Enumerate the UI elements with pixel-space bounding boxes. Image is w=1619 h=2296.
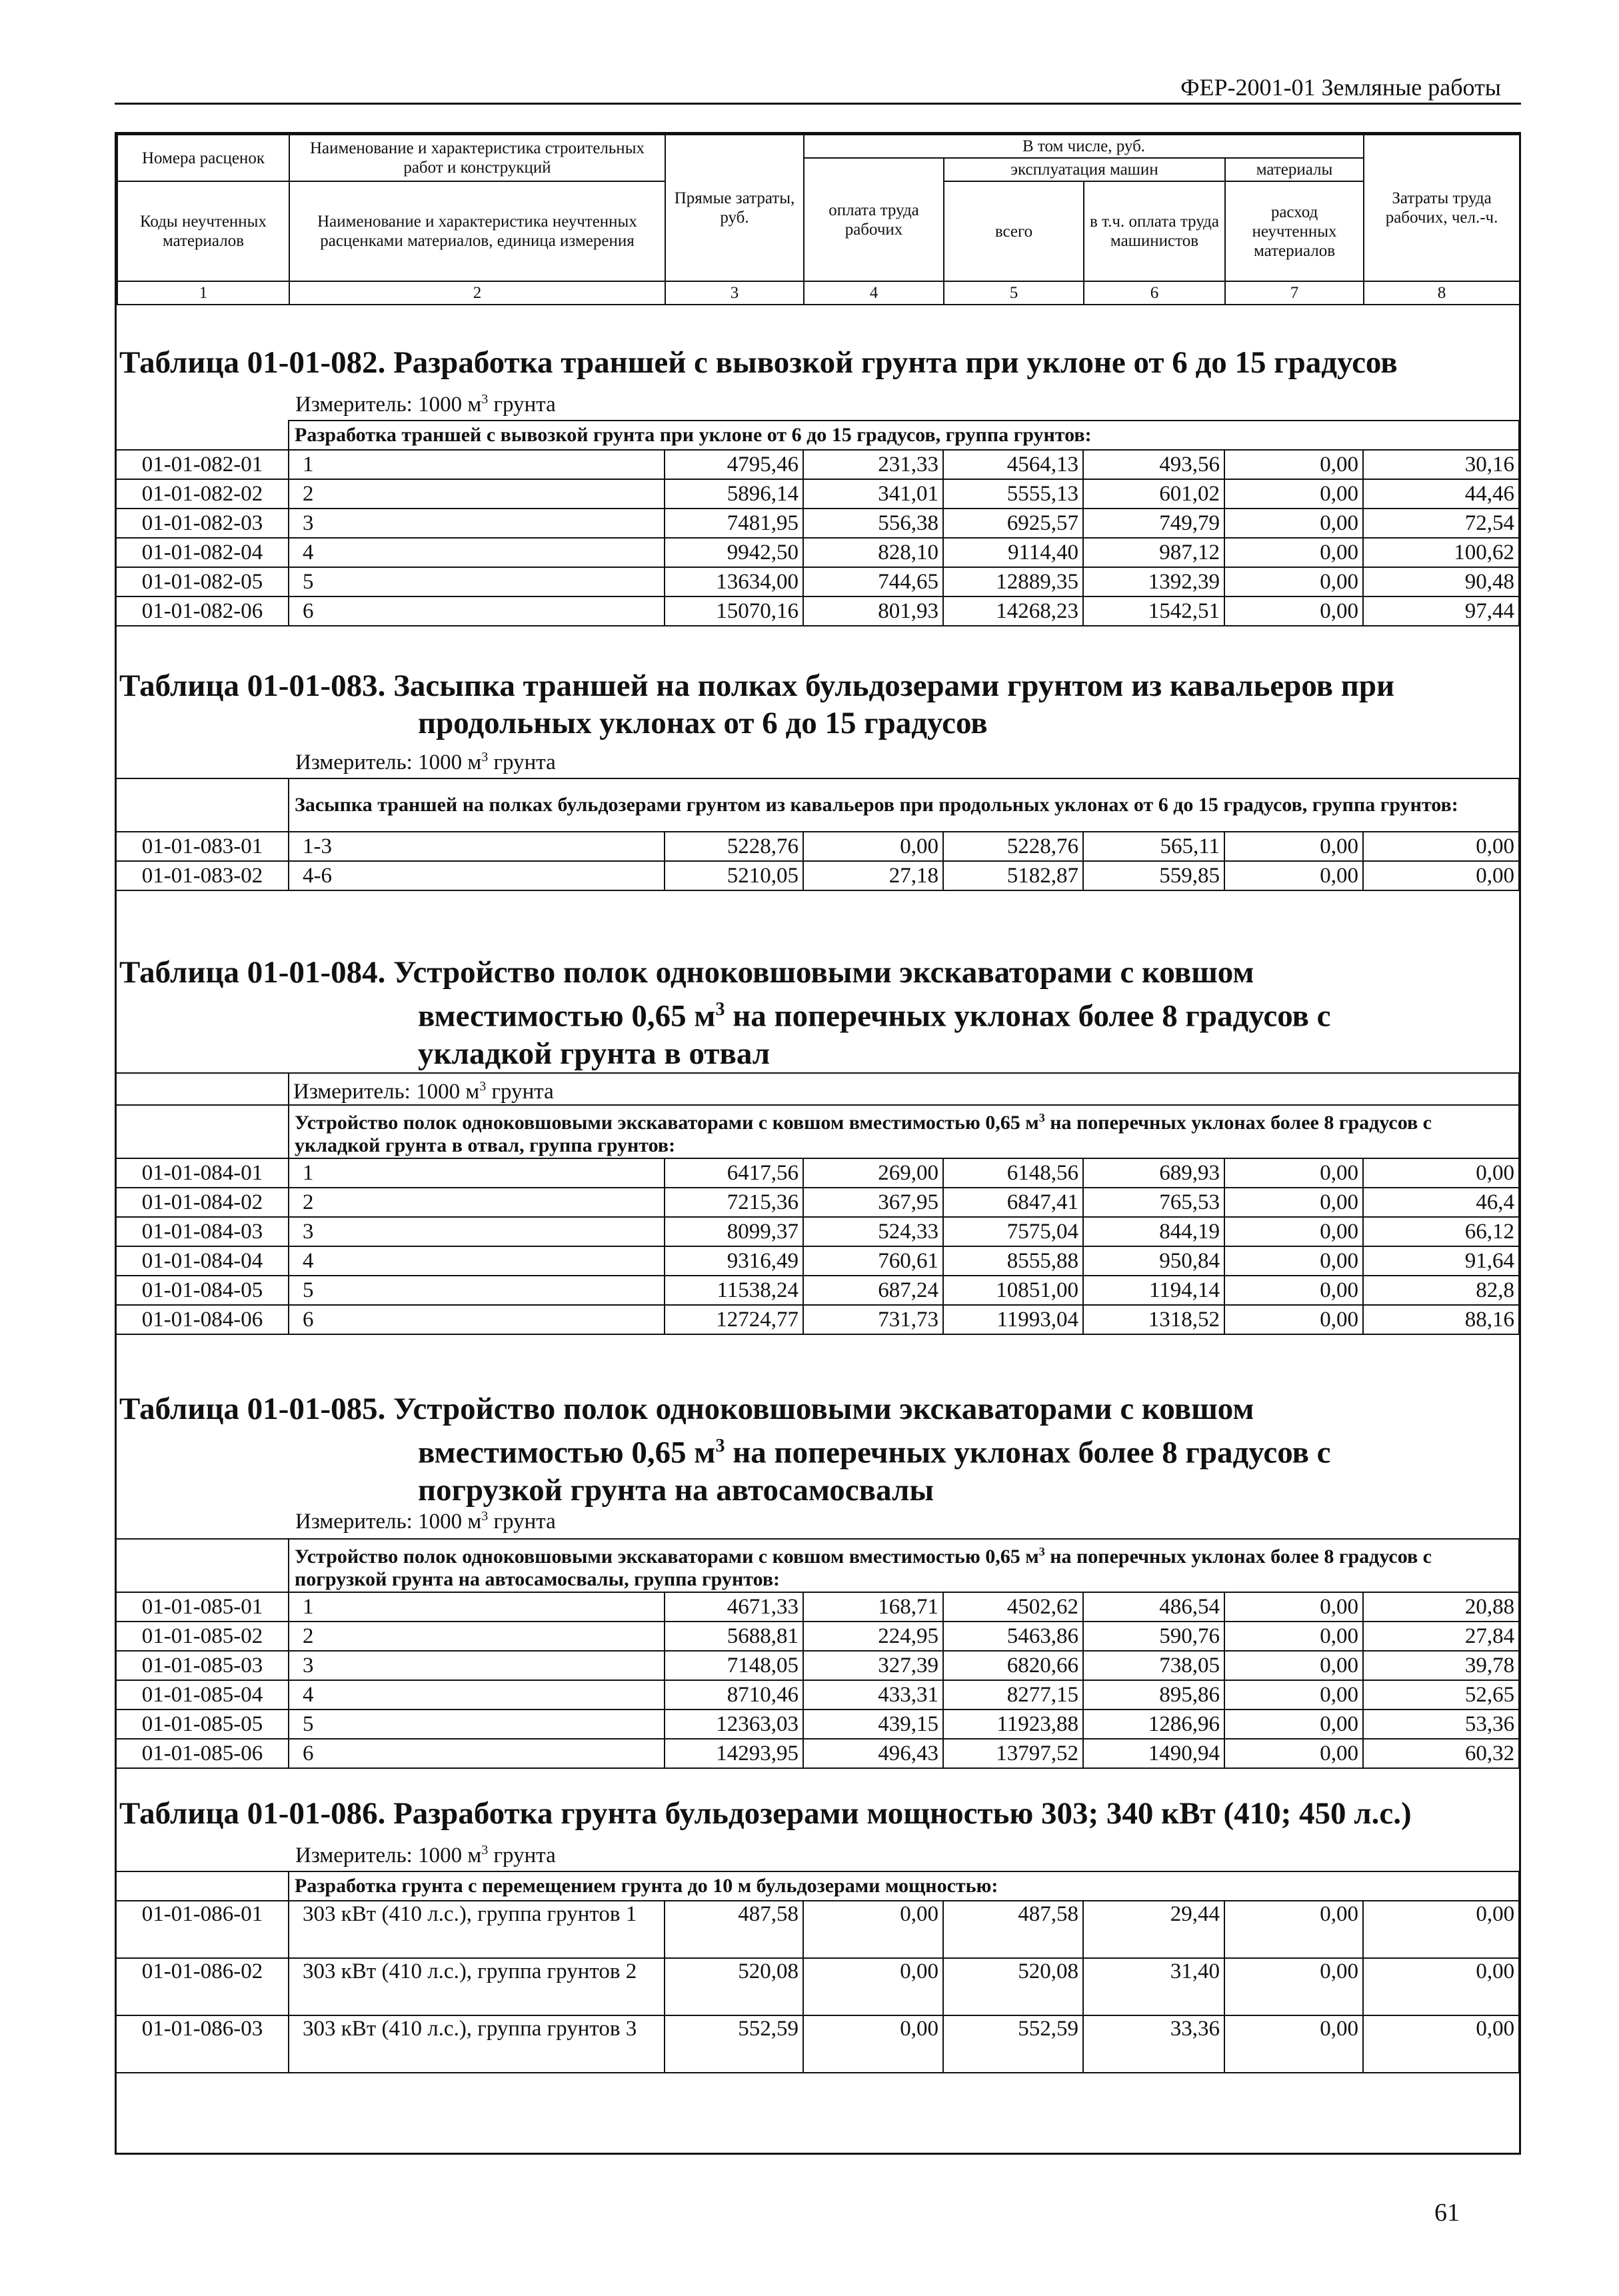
cell-mach: 6925,57 — [943, 509, 1083, 538]
cell-code: 01-01-084-06 — [117, 1305, 289, 1334]
cell-direct: 8710,46 — [665, 1680, 803, 1710]
cell-name: 6 — [289, 1305, 665, 1334]
cell-mach: 9114,40 — [943, 538, 1083, 567]
cell-hours: 0,00 — [1363, 2015, 1519, 2073]
col-num-2: 2 — [289, 281, 665, 305]
cell-name: 3 — [289, 1651, 665, 1680]
cell-mach: 12889,35 — [943, 567, 1083, 596]
cell-mat: 0,00 — [1224, 861, 1363, 890]
cell-mat: 0,00 — [1224, 1305, 1363, 1334]
cell-hours: 0,00 — [1363, 1958, 1519, 2015]
table-083-data — [117, 778, 1520, 891]
cell-labor: 0,00 — [803, 832, 943, 861]
table-row — [117, 509, 1519, 538]
table-row — [117, 1592, 1519, 1622]
cell-name: 2 — [289, 1188, 665, 1217]
table-086-group: Разработка грунта с перемещением грунта до 10 м бульдозерами мощностью: — [289, 1871, 1519, 1901]
cell-labor: 744,65 — [803, 567, 943, 596]
cell-mach: 4564,13 — [943, 450, 1083, 479]
cell-code: 01-01-084-04 — [117, 1246, 289, 1276]
cell-code: 01-01-082-01 — [117, 450, 289, 479]
table-row — [117, 832, 1519, 861]
cell-mach: 6820,66 — [943, 1651, 1083, 1680]
document-title: ФЕР-2001-01 Земляные работы — [1180, 74, 1501, 101]
col-labor-hours: Затраты труда рабочих, чел.-ч. — [1364, 135, 1520, 281]
cell-direct: 5228,76 — [665, 832, 803, 861]
cell-mach: 14268,23 — [943, 596, 1083, 626]
cell-direct: 13634,00 — [665, 567, 803, 596]
table-082-section — [117, 344, 1519, 623]
col-num-6: 6 — [1084, 281, 1225, 305]
cell-labor: 269,00 — [803, 1158, 943, 1188]
cell-hours: 30,16 — [1363, 450, 1519, 479]
cell-mach: 520,08 — [943, 1958, 1083, 2015]
col-num-7: 7 — [1225, 281, 1364, 305]
cell-direct: 520,08 — [665, 1958, 803, 2015]
cell-name: 1 — [289, 450, 665, 479]
cell-hours: 0,00 — [1363, 1901, 1519, 1958]
table-083-title: Таблица 01-01-083. Засыпка траншей на полках бульдозерами грунтом из кавальеров при продольных уклонах от 6 до 15 градусов — [119, 668, 1395, 740]
cell-direct: 552,59 — [665, 2015, 803, 2073]
cell-hours: 82,8 — [1363, 1276, 1519, 1305]
cell-mach: 5228,76 — [943, 832, 1083, 861]
cell-name: 4-6 — [289, 861, 665, 890]
page-header — [115, 74, 1521, 105]
table-row — [117, 1246, 1519, 1276]
cell-code: 01-01-086-01 — [117, 1901, 289, 1958]
cell-name: 2 — [289, 479, 665, 509]
cell-direct: 12363,03 — [665, 1710, 803, 1739]
cell-direct: 7148,05 — [665, 1651, 803, 1680]
cell-hours: 100,62 — [1363, 538, 1519, 567]
cell-hours: 44,46 — [1363, 479, 1519, 509]
cell-name: 5 — [289, 567, 665, 596]
cell-mach: 11993,04 — [943, 1305, 1083, 1334]
cell-labor: 433,31 — [803, 1680, 943, 1710]
cell-labor: 439,15 — [803, 1710, 943, 1739]
table-row — [117, 1276, 1519, 1305]
cell-labor: 367,95 — [803, 1188, 943, 1217]
cell-hours: 97,44 — [1363, 596, 1519, 626]
cell-mach_labor: 29,44 — [1083, 1901, 1224, 1958]
cell-mach: 552,59 — [943, 2015, 1083, 2073]
cell-mat: 0,00 — [1224, 1276, 1363, 1305]
cell-mat: 0,00 — [1224, 450, 1363, 479]
cell-mat: 0,00 — [1224, 2015, 1363, 2073]
cell-code: 01-01-086-02 — [117, 1958, 289, 2015]
col-num-1: 1 — [117, 281, 289, 305]
cell-mat: 0,00 — [1224, 1710, 1363, 1739]
cell-hours: 0,00 — [1363, 861, 1519, 890]
table-row — [117, 1958, 1519, 2015]
cell-labor: 27,18 — [803, 861, 943, 890]
cell-mach_labor: 950,84 — [1083, 1246, 1224, 1276]
table-row — [117, 1739, 1519, 1768]
col-num-5: 5 — [944, 281, 1084, 305]
cell-code: 01-01-085-05 — [117, 1710, 289, 1739]
cell-code: 01-01-086-03 — [117, 2015, 289, 2073]
col-operator-pay: в т.ч. оплата труда машинистов — [1084, 181, 1225, 281]
cell-mach_labor: 1318,52 — [1083, 1305, 1224, 1334]
col-machines: эксплуатация машин — [944, 158, 1225, 181]
cell-mat: 0,00 — [1224, 1592, 1363, 1622]
cell-code: 01-01-084-01 — [117, 1158, 289, 1188]
table-083-section — [117, 667, 1519, 888]
cell-hours: 0,00 — [1363, 832, 1519, 861]
col-material-names: Наименование и характеристика неучтенных расценками материалов, единица измерения — [289, 181, 665, 281]
cell-mach_labor: 590,76 — [1083, 1622, 1224, 1651]
cell-direct: 5688,81 — [665, 1622, 803, 1651]
cell-direct: 7215,36 — [665, 1188, 803, 1217]
cell-code: 01-01-082-03 — [117, 509, 289, 538]
cell-code: 01-01-085-01 — [117, 1592, 289, 1622]
cell-hours: 46,4 — [1363, 1188, 1519, 1217]
cell-mat: 0,00 — [1224, 1158, 1363, 1188]
col-num-3: 3 — [665, 281, 804, 305]
cell-hours: 52,65 — [1363, 1680, 1519, 1710]
cell-hours: 90,48 — [1363, 567, 1519, 596]
cell-mat: 0,00 — [1224, 479, 1363, 509]
table-085-section — [117, 1390, 1519, 1765]
table-row — [117, 538, 1519, 567]
table-row — [117, 450, 1519, 479]
cell-mat: 0,00 — [1224, 538, 1363, 567]
col-material-use: расход неучтенных материалов — [1225, 181, 1364, 281]
cell-mat: 0,00 — [1224, 1188, 1363, 1217]
cell-name: 1 — [289, 1158, 665, 1188]
cell-mach_labor: 559,85 — [1083, 861, 1224, 890]
table-085-title: Таблица 01-01-085. Устройство полок одноковшовыми экскаваторами с ковшом вместимостью 0,65 $м^3$ на поперечных уклонах более 8 градусов с погрузкой грунта на автосамосвалы — [119, 1392, 1331, 1508]
cell-code: 01-01-082-04 — [117, 538, 289, 567]
cell-direct: 4671,33 — [665, 1592, 803, 1622]
cell-code: 01-01-085-06 — [117, 1739, 289, 1768]
cell-mach: 10851,00 — [943, 1276, 1083, 1305]
cell-code: 01-01-085-04 — [117, 1680, 289, 1710]
cell-mach_labor: 601,02 — [1083, 479, 1224, 509]
cell-mach: 8555,88 — [943, 1246, 1083, 1276]
cell-name: 4 — [289, 1680, 665, 1710]
table-082-measure: Измеритель: 1000 $м^3$ грунта — [295, 392, 556, 417]
cell-code: 01-01-083-01 — [117, 832, 289, 861]
table-084-title: Таблица 01-01-084. Устройство полок одноковшовыми экскаваторами с ковшом вместимостью 0,65 $м^3$ на поперечных уклонах более 8 градусов с укладкой грунта в отвал — [119, 955, 1331, 1071]
cell-name: 303 кВт (410 л.с.), группа грунтов 2 — [289, 1958, 665, 2015]
cell-mat: 0,00 — [1224, 1958, 1363, 2015]
cell-code: 01-01-082-05 — [117, 567, 289, 596]
cell-mach_labor: 1194,14 — [1083, 1276, 1224, 1305]
cell-direct: 6417,56 — [665, 1158, 803, 1188]
cell-code: 01-01-085-03 — [117, 1651, 289, 1680]
col-direct-costs: Прямые затраты, руб. — [665, 135, 804, 281]
cell-mat: 0,00 — [1224, 1246, 1363, 1276]
cell-mach: 5463,86 — [943, 1622, 1083, 1651]
cell-code: 01-01-084-03 — [117, 1217, 289, 1246]
table-row — [117, 596, 1519, 626]
cell-labor: 556,38 — [803, 509, 943, 538]
cell-labor: 0,00 — [803, 2015, 943, 2073]
column-header — [117, 134, 1520, 305]
table-row — [117, 479, 1519, 509]
col-including: В том числе, руб. — [804, 135, 1364, 158]
cell-mach_labor: 486,54 — [1083, 1592, 1224, 1622]
cell-mach_labor: 689,93 — [1083, 1158, 1224, 1188]
rates-sheet — [115, 132, 1521, 2155]
cell-mat: 0,00 — [1224, 1739, 1363, 1768]
table-084-section — [117, 954, 1519, 1332]
cell-mach_labor: 493,56 — [1083, 450, 1224, 479]
cell-direct: 487,58 — [665, 1901, 803, 1958]
cell-name: 2 — [289, 1622, 665, 1651]
table-085-group: Устройство полок одноковшовыми экскаваторами с ковшом вместимостью 0,65 $м^3$ на поперечных уклонах более 8 градусов с погрузкой грунта на автосамосвалы, группа грунтов: — [289, 1539, 1519, 1592]
table-row — [117, 1622, 1519, 1651]
col-num-4: 4 — [804, 281, 944, 305]
table-row — [117, 861, 1519, 890]
cell-hours: 53,36 — [1363, 1710, 1519, 1739]
cell-name: 303 кВт (410 л.с.), группа грунтов 1 — [289, 1901, 665, 1958]
cell-name: 1-3 — [289, 832, 665, 861]
table-086-data — [117, 1871, 1520, 2073]
cell-mach_labor: 765,53 — [1083, 1188, 1224, 1217]
cell-mach: 7575,04 — [943, 1217, 1083, 1246]
cell-mach_labor: 1490,94 — [1083, 1739, 1224, 1768]
cell-name: 5 — [289, 1276, 665, 1305]
cell-hours: 91,64 — [1363, 1246, 1519, 1276]
col-work-name: Наименование и характеристика строительных работ и конструкций — [289, 135, 665, 181]
table-row — [117, 1158, 1519, 1188]
cell-code: 01-01-082-02 — [117, 479, 289, 509]
cell-mat: 0,00 — [1224, 567, 1363, 596]
cell-mach_labor: 31,40 — [1083, 1958, 1224, 2015]
table-row — [117, 1651, 1519, 1680]
cell-mach: 487,58 — [943, 1901, 1083, 1958]
cell-labor: 0,00 — [803, 1901, 943, 1958]
table-086-section — [117, 1795, 1519, 2041]
cell-hours: 27,84 — [1363, 1622, 1519, 1651]
table-086-title: Таблица 01-01-086. Разработка грунта бульдозерами мощностью 303; 340 кВт (410; 450 л.с.) — [119, 1796, 1412, 1831]
cell-direct: 5210,05 — [665, 861, 803, 890]
cell-labor: 801,93 — [803, 596, 943, 626]
cell-mach: 11923,88 — [943, 1710, 1083, 1739]
cell-mach: 5182,87 — [943, 861, 1083, 890]
cell-hours: 39,78 — [1363, 1651, 1519, 1680]
table-084-data — [117, 1072, 1520, 1335]
cell-hours: 88,16 — [1363, 1305, 1519, 1334]
cell-mach_labor: 738,05 — [1083, 1651, 1224, 1680]
cell-direct: 15070,16 — [665, 596, 803, 626]
table-row — [117, 1680, 1519, 1710]
table-row — [117, 1901, 1519, 1958]
cell-hours: 72,54 — [1363, 509, 1519, 538]
table-row — [117, 1188, 1519, 1217]
cell-labor: 760,61 — [803, 1246, 943, 1276]
cell-labor: 0,00 — [803, 1958, 943, 2015]
col-material-codes: Коды неучтенных материалов — [117, 181, 289, 281]
cell-code: 01-01-083-02 — [117, 861, 289, 890]
cell-code: 01-01-084-05 — [117, 1276, 289, 1305]
cell-mat: 0,00 — [1224, 1651, 1363, 1680]
cell-labor: 731,73 — [803, 1305, 943, 1334]
col-num-8: 8 — [1364, 281, 1520, 305]
table-084-measure: Измеритель: 1000 $м^3$ грунта — [289, 1073, 1519, 1105]
col-materials: материалы — [1225, 158, 1364, 181]
cell-hours: 0,00 — [1363, 1158, 1519, 1188]
table-row — [117, 2015, 1519, 2073]
cell-hours: 60,32 — [1363, 1739, 1519, 1768]
cell-mach_labor: 1392,39 — [1083, 567, 1224, 596]
cell-hours: 20,88 — [1363, 1592, 1519, 1622]
cell-mat: 0,00 — [1224, 832, 1363, 861]
cell-direct: 12724,77 — [665, 1305, 803, 1334]
cell-mat: 0,00 — [1224, 1622, 1363, 1651]
cell-hours: 66,12 — [1363, 1217, 1519, 1246]
cell-labor: 231,33 — [803, 450, 943, 479]
cell-mach_labor: 1542,51 — [1083, 596, 1224, 626]
cell-mat: 0,00 — [1224, 1901, 1363, 1958]
cell-name: 303 кВт (410 л.с.), группа грунтов 3 — [289, 2015, 665, 2073]
cell-direct: 4795,46 — [665, 450, 803, 479]
cell-name: 3 — [289, 1217, 665, 1246]
cell-labor: 524,33 — [803, 1217, 943, 1246]
cell-labor: 687,24 — [803, 1276, 943, 1305]
table-082-data — [117, 420, 1520, 626]
cell-code: 01-01-082-06 — [117, 596, 289, 626]
col-rate-number: Номера расценок — [117, 135, 289, 181]
cell-labor: 168,71 — [803, 1592, 943, 1622]
cell-mach: 13797,52 — [943, 1739, 1083, 1768]
cell-direct: 5896,14 — [665, 479, 803, 509]
cell-labor: 327,39 — [803, 1651, 943, 1680]
cell-direct: 9942,50 — [665, 538, 803, 567]
cell-name: 6 — [289, 1739, 665, 1768]
cell-name: 1 — [289, 1592, 665, 1622]
cell-mach_labor: 987,12 — [1083, 538, 1224, 567]
cell-mach_labor: 844,19 — [1083, 1217, 1224, 1246]
table-row — [117, 1710, 1519, 1739]
cell-name: 4 — [289, 1246, 665, 1276]
cell-mat: 0,00 — [1224, 1217, 1363, 1246]
cell-code: 01-01-085-02 — [117, 1622, 289, 1651]
cell-mach: 4502,62 — [943, 1592, 1083, 1622]
cell-mach_labor: 33,36 — [1083, 2015, 1224, 2073]
cell-labor: 496,43 — [803, 1739, 943, 1768]
cell-direct: 8099,37 — [665, 1217, 803, 1246]
cell-mat: 0,00 — [1224, 509, 1363, 538]
cell-mach_labor: 749,79 — [1083, 509, 1224, 538]
cell-name: 3 — [289, 509, 665, 538]
cell-direct: 9316,49 — [665, 1246, 803, 1276]
cell-mat: 0,00 — [1224, 1680, 1363, 1710]
cell-mach: 5555,13 — [943, 479, 1083, 509]
col-worker-pay: оплата труда рабочих — [804, 158, 944, 281]
cell-mat: 0,00 — [1224, 596, 1363, 626]
table-085-measure: Измеритель: 1000 $м^3$ грунта — [295, 1509, 556, 1534]
cell-mach: 6148,56 — [943, 1158, 1083, 1188]
table-row — [117, 1217, 1519, 1246]
table-row — [117, 567, 1519, 596]
cell-mach_labor: 1286,96 — [1083, 1710, 1224, 1739]
table-085-data — [117, 1538, 1520, 1769]
table-086-measure: Измеритель: 1000 $м^3$ грунта — [295, 1843, 556, 1867]
cell-labor: 828,10 — [803, 538, 943, 567]
cell-mach_labor: 895,86 — [1083, 1680, 1224, 1710]
cell-labor: 224,95 — [803, 1622, 943, 1651]
cell-mach_labor: 565,11 — [1083, 832, 1224, 861]
table-083-group: Засыпка траншей на полках бульдозерами грунтом из кавальеров при продольных уклонах от 6 до 15 градусов, группа грунтов: — [289, 778, 1519, 832]
cell-name: 5 — [289, 1710, 665, 1739]
table-084-group: Устройство полок одноковшовыми экскаваторами с ковшом вместимостью 0,65 $м^3$ на поперечных уклонах более 8 градусов с укладкой грунта в отвал, группа грунтов: — [289, 1105, 1519, 1158]
col-machines-total: всего — [944, 181, 1084, 281]
table-082-title: Таблица 01-01-082. Разработка траншей с вывозкой грунта при уклоне от 6 до 15 градусов — [119, 345, 1398, 380]
cell-direct: 7481,95 — [665, 509, 803, 538]
cell-name: 6 — [289, 596, 665, 626]
table-row — [117, 1305, 1519, 1334]
table-083-measure: Измеритель: 1000 $м^3$ грунта — [295, 750, 556, 774]
table-082-group: Разработка траншей с вывозкой грунта при уклоне от 6 до 15 градусов, группа грунтов: — [289, 421, 1519, 450]
cell-labor: 341,01 — [803, 479, 943, 509]
page-number: 61 — [1434, 2199, 1460, 2227]
cell-mach: 6847,41 — [943, 1188, 1083, 1217]
cell-name: 4 — [289, 538, 665, 567]
cell-mach: 8277,15 — [943, 1680, 1083, 1710]
cell-direct: 14293,95 — [665, 1739, 803, 1768]
cell-direct: 11538,24 — [665, 1276, 803, 1305]
cell-code: 01-01-084-02 — [117, 1188, 289, 1217]
